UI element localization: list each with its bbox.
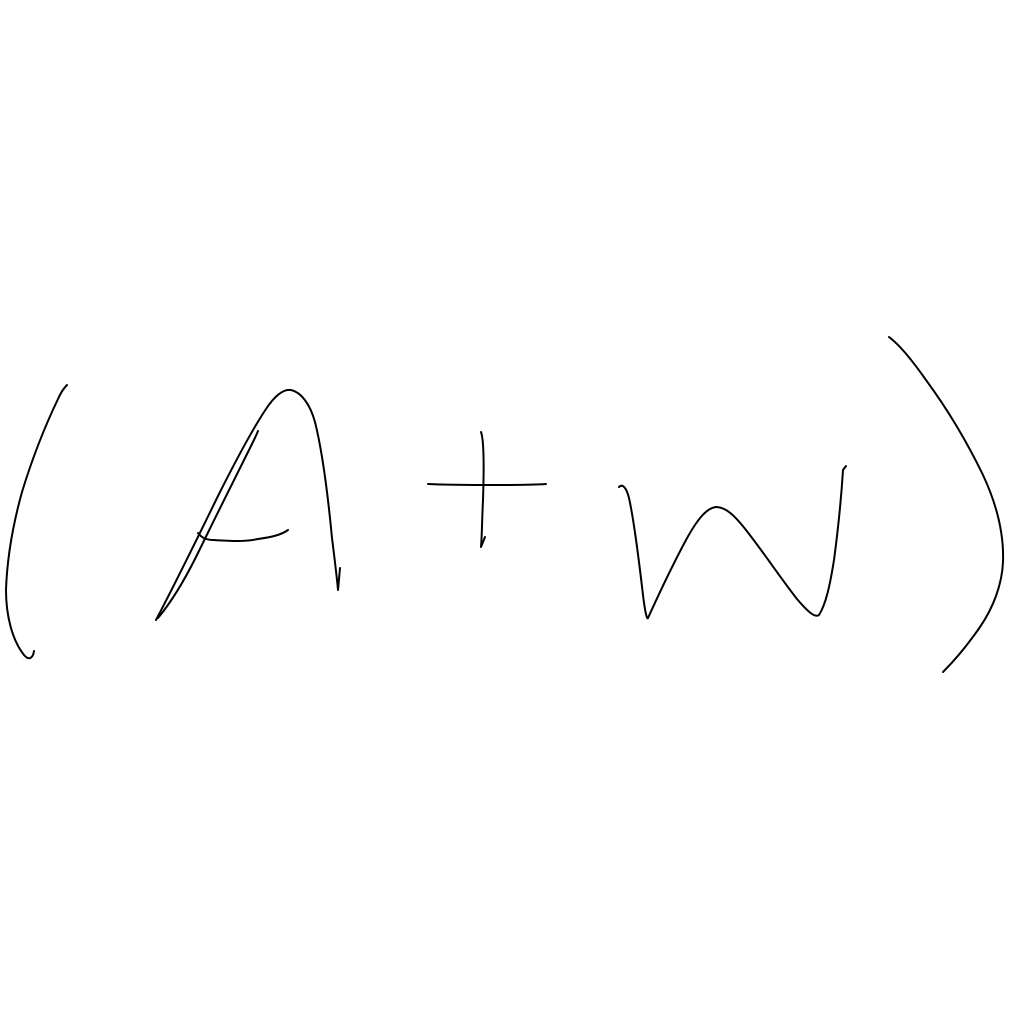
glyph-w xyxy=(619,466,846,618)
glyph-left-paren xyxy=(6,385,67,658)
A-crossbar-stroke xyxy=(198,530,288,541)
plus-horizontal-stroke xyxy=(428,484,546,485)
glyph-A xyxy=(156,390,340,620)
glyph-plus xyxy=(428,432,546,547)
w-stroke xyxy=(619,466,846,618)
glyph-right-paren xyxy=(889,337,1003,672)
A-inner-leg-stroke xyxy=(158,431,258,618)
A-left-leg-stroke xyxy=(156,390,340,620)
plus-vertical-stroke xyxy=(481,432,485,547)
left-paren-stroke xyxy=(6,385,67,658)
right-paren-stroke xyxy=(889,337,1003,672)
